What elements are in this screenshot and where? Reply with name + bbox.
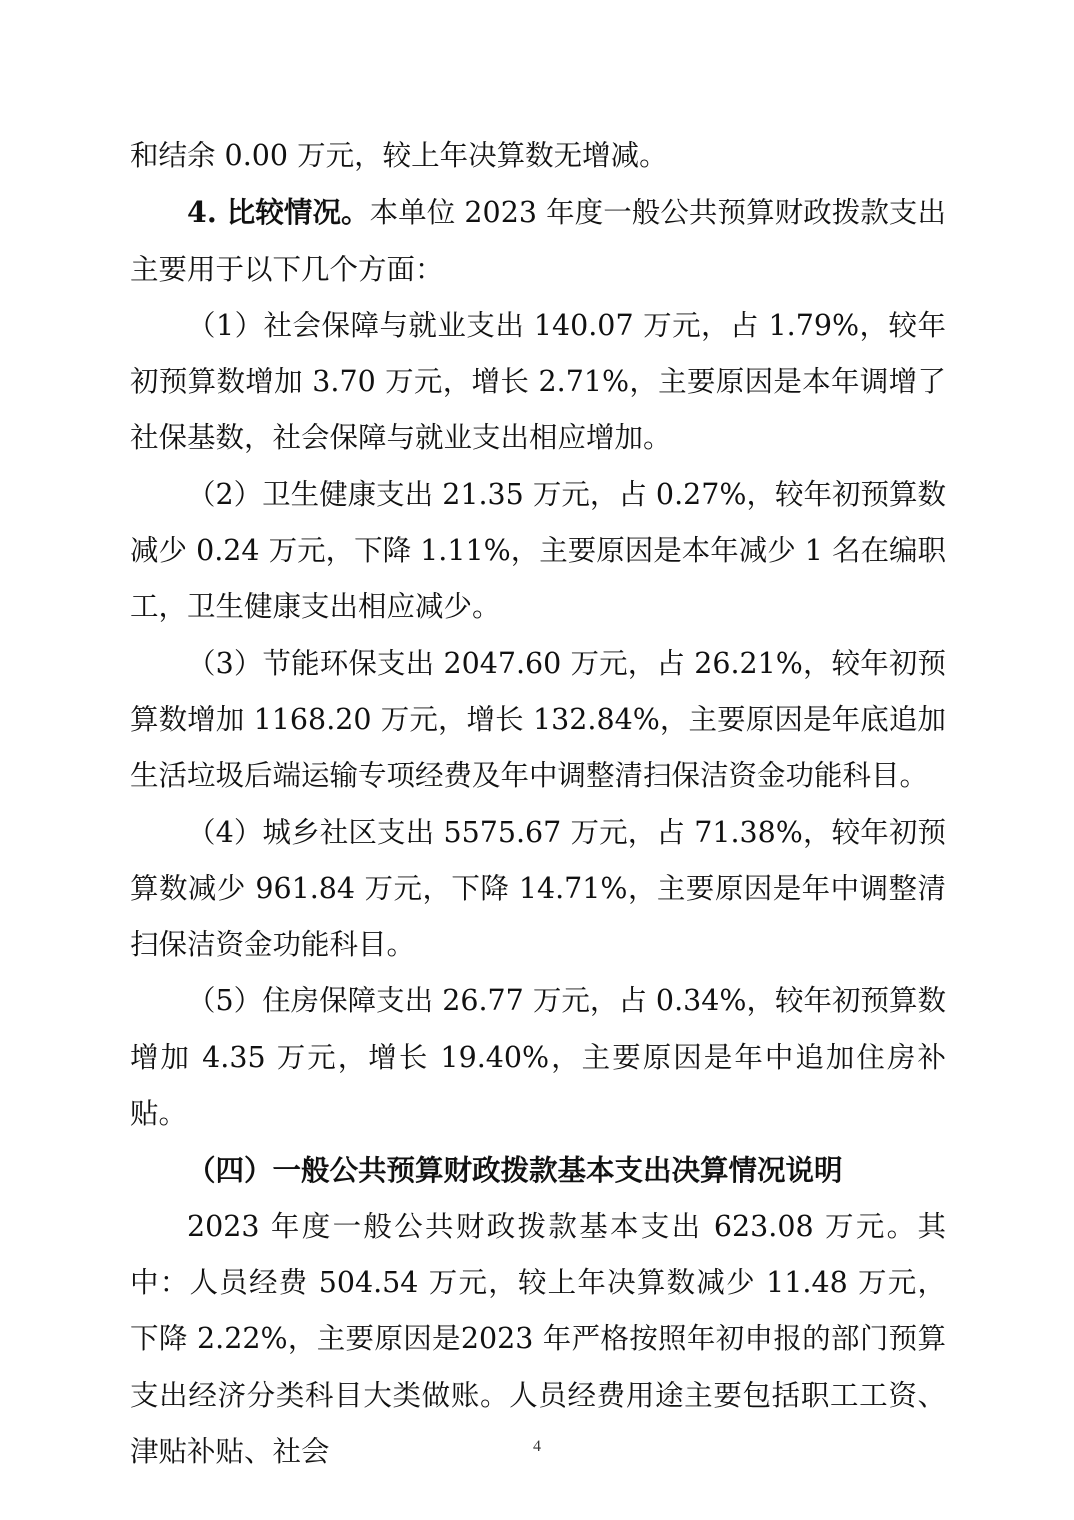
section-paragraph: 2023 年度一般公共财政拨款基本支出 623.08 万元。其中：人员经费 504.54 万元，较上年决算数减少 11.48 万元，下降 2.22%，主要原因是2023 年严格按照年初申报的部门预算支出经济分类科目大类做账。人员经费用途主要包括职工工资、津贴补贴、社会: [130, 1209, 946, 1468]
page-number: 4: [533, 1438, 541, 1455]
continuation-paragraph: 和结余 0.00 万元，较上年决算数无增减。: [130, 139, 668, 172]
expense-item-housing: （5）住房保障支出 26.77 万元，占 0.34%，较年初预算数增加 4.35 万元，增长 19.40%，主要原因是年中追加住房补贴。: [130, 984, 946, 1131]
expense-item-urban-rural-community: （4）城乡社区支出 5575.67 万元，占 71.38%，较年初预算数减少 961.84 万元，下降 14.71%，主要原因是年中调整清扫保洁资金功能科目。: [130, 815, 946, 962]
expense-item-energy-environment: （3）节能环保支出 2047.60 万元，占 26.21%，较年初预算数增加 1168.20 万元，增长 132.84%，主要原因是年底追加生活垃圾后端运输专项经费及年中调整清扫保洁资金功能科目。: [130, 646, 946, 793]
comparison-paragraph: [130, 184, 946, 298]
expense-item-health: （2）卫生健康支出 21.35 万元，占 0.27%，较年初预算数减少 0.24 万元，下降 1.11%，主要原因是本年减少 1 名在编职工，卫生健康支出相应减少。: [130, 477, 946, 624]
document-body: [130, 128, 946, 1480]
section-heading: （四）一般公共预算财政拨款基本支出决算情况说明: [187, 1153, 843, 1188]
comparison-text: 本单位 2023 年度一般公共预算财政拨款支出主要用于以下几个方面：: [130, 196, 946, 286]
expense-item-social-security: （1）社会保障与就业支出 140.07 万元，占 1.79%，较年初预算数增加 3.70 万元，增长 2.71%，主要原因是本年调增了社保基数，社会保障与就业支出相应增加。: [130, 308, 946, 455]
comparison-label: 4. 比较情况。: [187, 195, 370, 230]
